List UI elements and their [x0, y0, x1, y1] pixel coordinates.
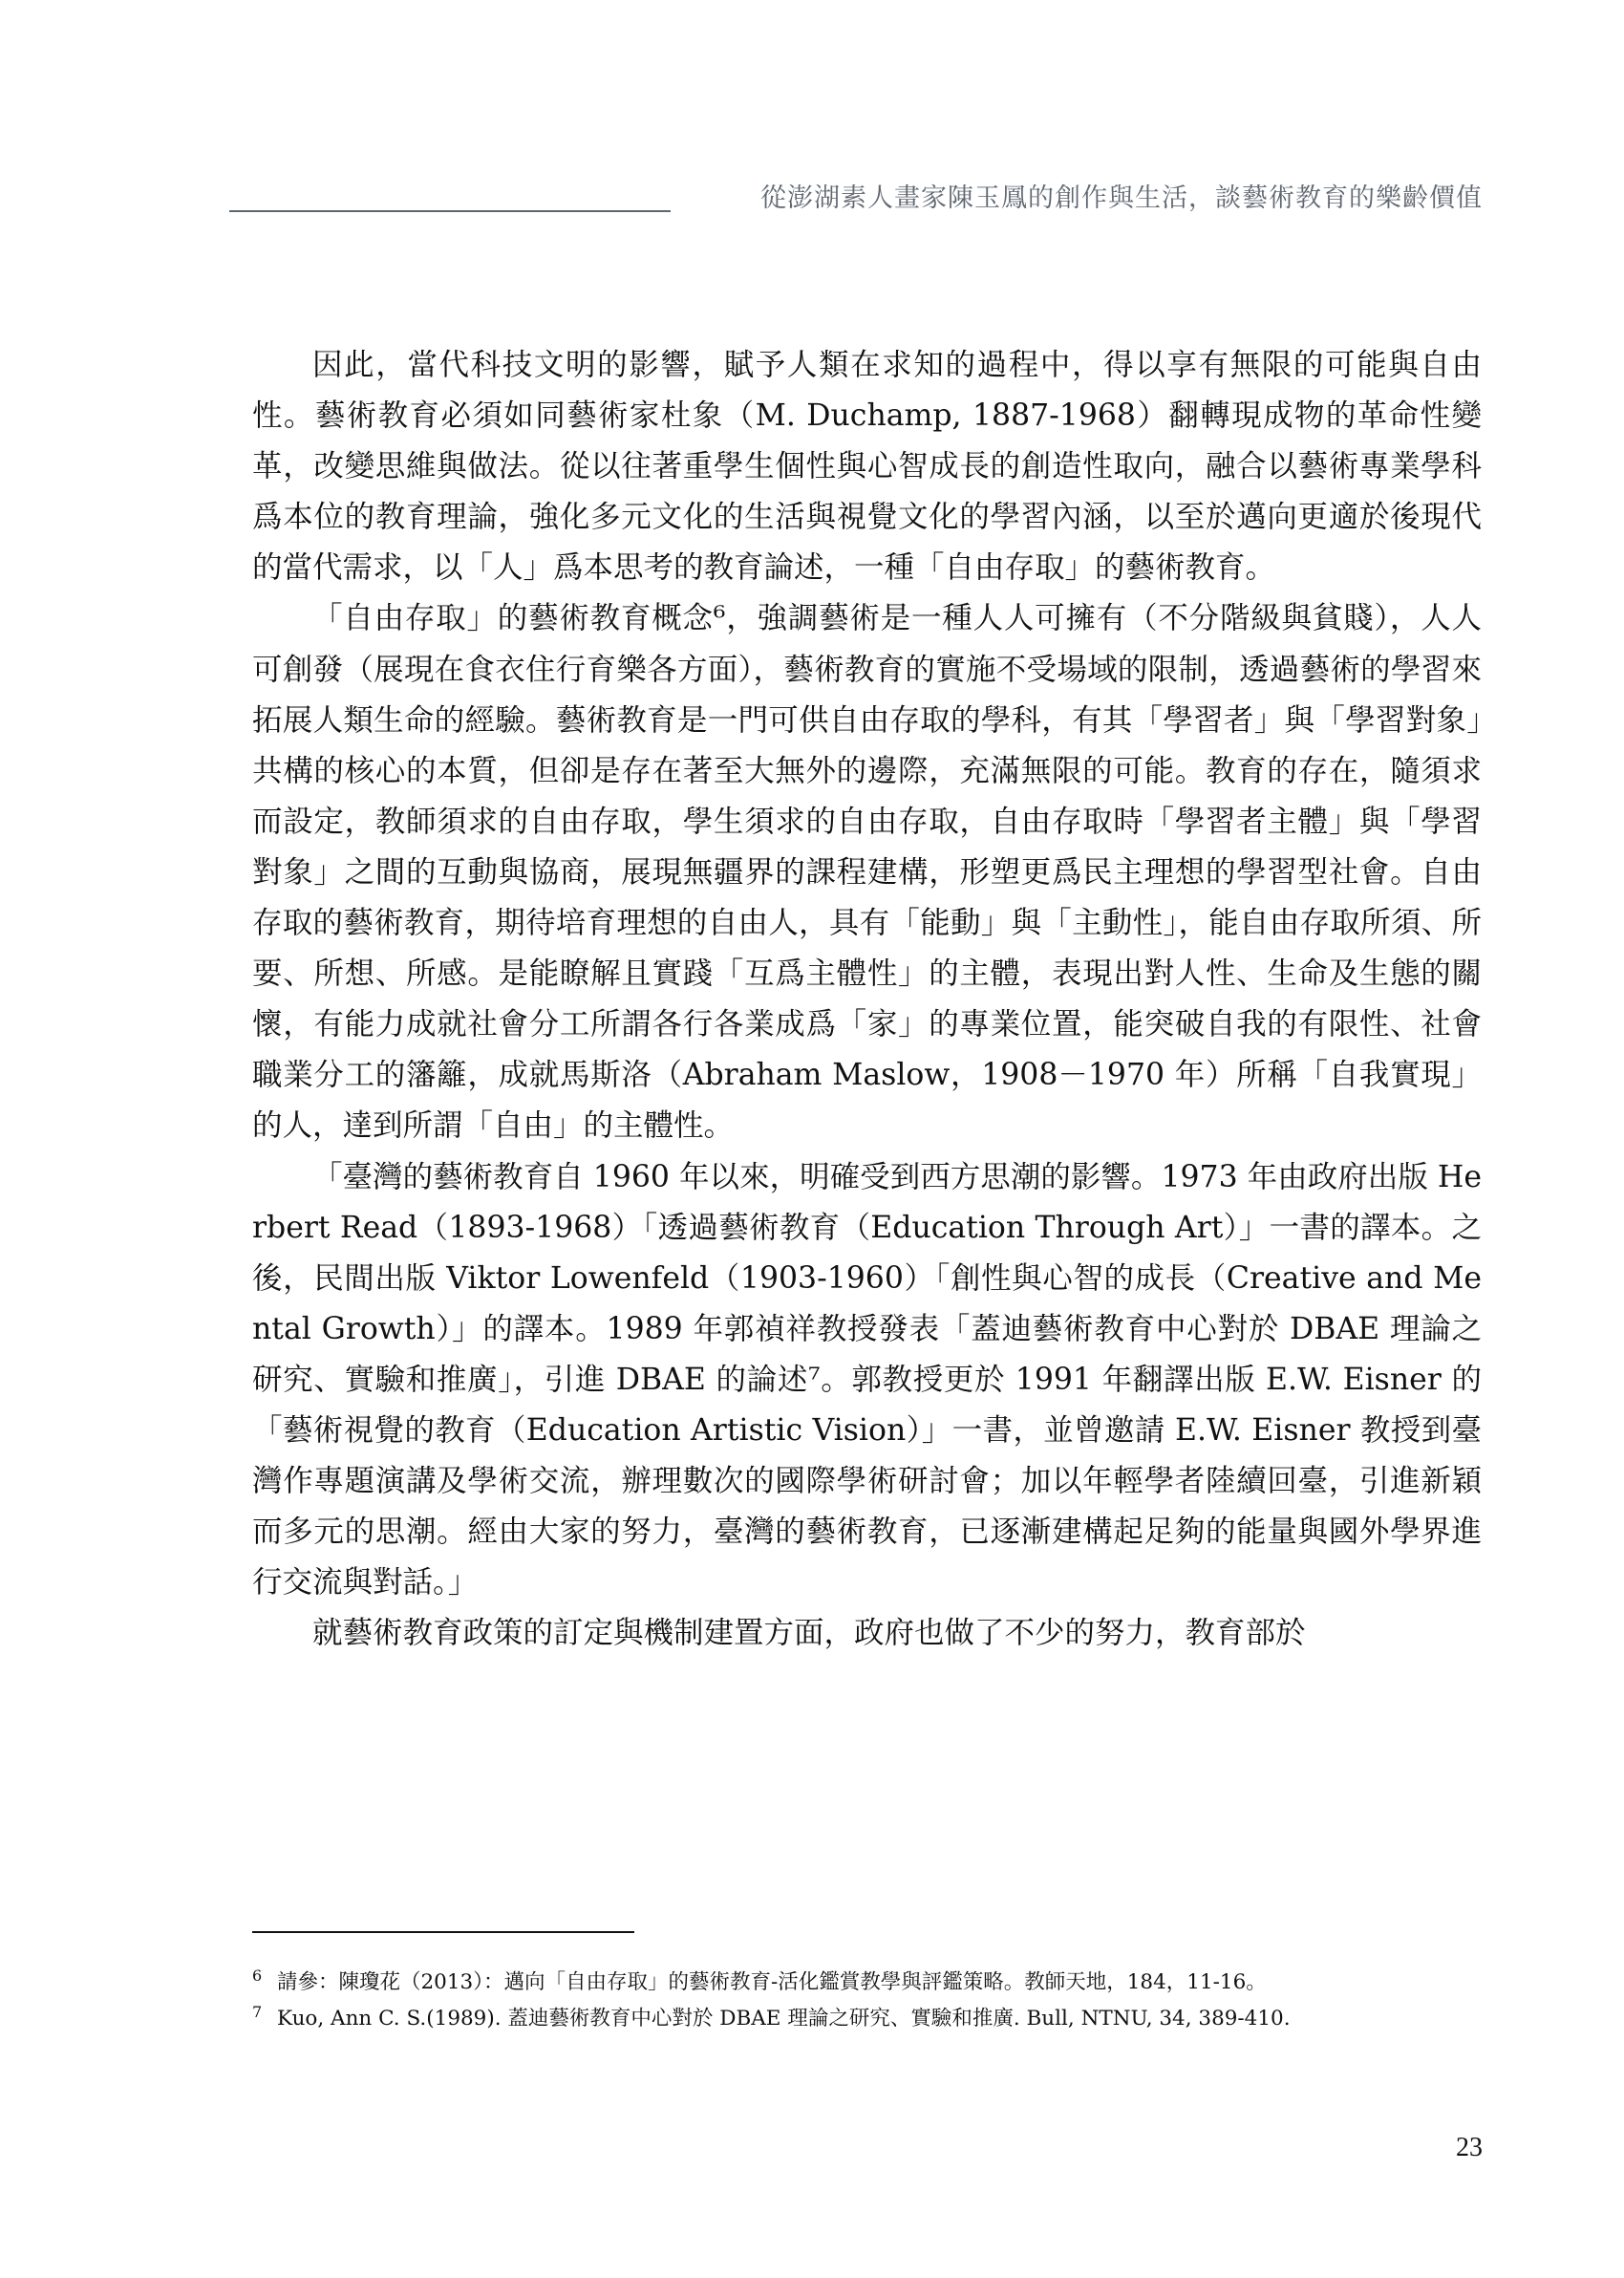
footnotes [252, 1965, 1485, 2037]
page-number: 23 [1456, 2133, 1483, 2162]
body-text [252, 340, 1482, 1659]
paragraph: 「自由存取」的藝術教育概念⁶，強調藝術是一種人人可擁有（不分階級與貧賤），人人可創發（展現在食衣住行育樂各方面），藝術教育的實施不受場域的限制，透過藝術的學習來拓展人類生命的經驗。藝術教育是一門可供自由存取的學科，有其「學習者」與「學習對象」共構的核心的本質，但卻是存在著至大無外的邊際，充滿無限的可能。教育的存在，隨須求而設定，教師須求的自由存取，學生須求的自由存取，自由存取時「學習者主體」與「學習對象」之間的互動與協商，展現無疆界的課程建構，形塑更爲民主理想的學習型社會。自由存取的藝術教育，期待培育理想的自由人，具有「能動」與「主動性」，能自由存取所須、所要、所想、所感。是能瞭解且實踐「互爲主體性」的主體，表現出對人性、生命及生態的關懷，有能力成就社會分工所謂各行各業成爲「家」的專業位置，能突破自我的有限性、社會職業分工的籓籬，成就馬斯洛（Abraham Maslow，1908－1970 年）所稱「自我實現」的人，達到所謂「自由」的主體性。 [252, 601, 1482, 1144]
footnote-text: 請參：陳瓊花（2013）：邁向「自由存取」的藝術教育-活化鑑賞教學與評鑑策略。教師天地，184，11-16。 [277, 1970, 1267, 1994]
footnote-rule [252, 1931, 634, 1933]
header-rule [229, 210, 671, 212]
paragraph: 「臺灣的藝術教育自 1960 年以來，明確受到西方思潮的影響。1973 年由政府出版 Herbert Read（1893-1968）「透過藝術教育（Education Through Art）」一書的譯本。之後，民間出版 Viktor Lowenfeld（1903-1960）「創性與心智的成長（Creative and Mental Growth）」的譯本。1989 年郭禎祥教授發表「蓋迪藝術教育中心對於 DBAE 理論之研究、實驗和推廣」，引進 DBAE 的論述⁷。郭教授更於 1991 年翻譯出版 E.W. Eisner 的「藝術視覺的教育（Education Artistic Vision）」一書，並曾邀請 E.W. Eisner 教授到臺灣作專題演講及學術交流，辦理數次的國際學術研討會；加以年輕學者陸續回臺，引進新穎而多元的思潮。經由大家的努力，臺灣的藝術教育，已逐漸建構起足夠的能量與國外學界進行交流與對話。」 [252, 1159, 1482, 1601]
footnote-text: Kuo, Ann C. S.(1989). 蓋迪藝術教育中心對於 DBAE 理論之研究、實驗和推廣. Bull, NTNU, 34, 389-410. [277, 2007, 1291, 2031]
footnote-6: 6 請參：陳瓊花（2013）：邁向「自由存取」的藝術教育-活化鑑賞教學與評鑑策略。教師天地，184，11-16。 [252, 1966, 1267, 1994]
footnote-7: 7 Kuo, Ann C. S.(1989). 蓋迪藝術教育中心對於 DBAE 理論之研究、實驗和推廣. Bull, NTNU, 34, 389-410. [252, 2002, 1291, 2031]
running-title: 從澎湖素人畫家陳玉鳳的創作與生活，談藝術教育的樂齡價值 [760, 183, 1483, 213]
paragraph: 就藝術教育政策的訂定與機制建置方面，政府也做了不少的努力，教育部於 [312, 1616, 1306, 1651]
paragraph: 因此，當代科技文明的影響，賦予人類在求知的過程中，得以享有無限的可能與自由性。藝術教育必須如同藝術家杜象（M. Duchamp, 1887-1968）翻轉現成物的革命性變革，改變思維與做法。從以往著重學生個性與心智成長的創造性取向，融合以藝術專業學科爲本位的教育理論，強化多元文化的生活與視覺文化的學習內涵，以至於邁向更適於後現代的當代需求，以「人」爲本思考的教育論述，一種「自由存取」的藝術教育。 [252, 348, 1482, 586]
